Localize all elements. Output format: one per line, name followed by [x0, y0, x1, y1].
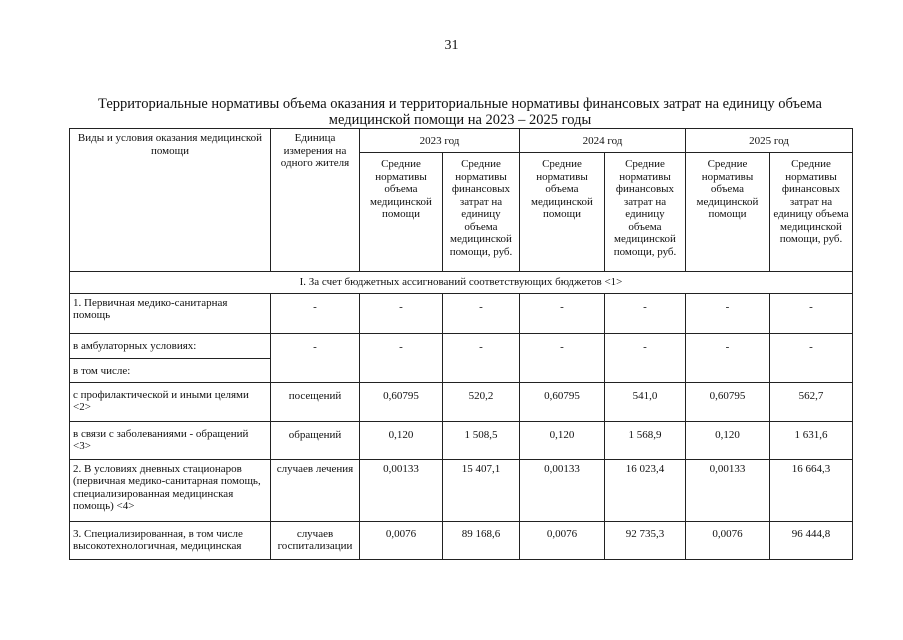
cell-value: 520,2: [443, 382, 520, 421]
row-label: 1. Первичная медико-санитарная помощь: [70, 293, 271, 333]
row-unit: посещений: [271, 382, 360, 421]
table-row: [70, 421, 853, 459]
cell-value: 16 023,4: [605, 459, 686, 521]
header-volume-2025: Средние нормативы объема медицинской помощи: [686, 153, 770, 272]
cell-value: 92 735,3: [605, 521, 686, 559]
cell-value: 541,0: [605, 382, 686, 421]
cell-value: -: [443, 333, 520, 382]
header-cost-2024: Средние нормативы финансовых затрат на единицу объема медицинской помощи, руб.: [605, 153, 686, 272]
cell-value: 1 508,5: [443, 421, 520, 459]
table-row: [70, 459, 853, 521]
cell-value: -: [686, 333, 770, 382]
row-label: в амбулаторных условиях:: [70, 333, 271, 358]
cell-value: 0,120: [686, 421, 770, 459]
header-volume-2023: Средние нормативы объема медицинской помощи: [360, 153, 443, 272]
row-label: в том числе:: [70, 358, 271, 382]
table-row: [70, 333, 853, 358]
table-row: [70, 521, 853, 559]
row-unit: -: [271, 333, 360, 382]
table-row: [70, 382, 853, 421]
cell-value: 0,60795: [686, 382, 770, 421]
cell-value: 0,0076: [520, 521, 605, 559]
cell-value: -: [360, 293, 443, 333]
cell-value: 89 168,6: [443, 521, 520, 559]
cell-value: 0,00133: [360, 459, 443, 521]
row-unit: обращений: [271, 421, 360, 459]
table-row: [70, 293, 853, 333]
cell-value: 0,60795: [520, 382, 605, 421]
header-kind: Виды и условия оказания медицинской помощи: [70, 129, 271, 272]
cell-value: 0,0076: [686, 521, 770, 559]
row-unit: случаев лечения: [271, 459, 360, 521]
page-number: 31: [444, 38, 459, 53]
row-unit: случаев госпитализации: [271, 521, 360, 559]
cell-value: -: [520, 293, 605, 333]
section-title: I. За счет бюджетных ассигнований соответствующих бюджетов <1>: [70, 272, 853, 294]
cell-value: -: [605, 293, 686, 333]
cell-value: -: [686, 293, 770, 333]
header-year-2023: 2023 год: [360, 129, 520, 153]
header-year-2024: 2024 год: [520, 129, 686, 153]
cell-value: -: [605, 333, 686, 382]
row-label: 2. В условиях дневных стационаров (первичная медико-санитарная помощь, специализированная медицинская помощь) <4>: [70, 459, 271, 521]
cell-value: -: [443, 293, 520, 333]
cell-value: -: [770, 293, 853, 333]
header-cost-2023: Средние нормативы финансовых затрат на единицу объема медицинской помощи, руб.: [443, 153, 520, 272]
cell-value: 1 568,9: [605, 421, 686, 459]
row-label: с профилактической и иными целями <2>: [70, 382, 271, 421]
cell-value: 16 664,3: [770, 459, 853, 521]
cell-value: 0,0076: [360, 521, 443, 559]
cell-value: -: [360, 333, 443, 382]
norms-table: [69, 128, 853, 560]
cell-value: 15 407,1: [443, 459, 520, 521]
cell-value: 562,7: [770, 382, 853, 421]
cell-value: 1 631,6: [770, 421, 853, 459]
cell-value: 0,00133: [686, 459, 770, 521]
row-label: в связи с заболеваниями - обращений <3>: [70, 421, 271, 459]
row-label: 3. Специализированная, в том числе высокотехнологичная, медицинская: [70, 521, 271, 559]
cell-value: 96 444,8: [770, 521, 853, 559]
cell-value: -: [770, 333, 853, 382]
cell-value: 0,120: [520, 421, 605, 459]
header-unit: Единица измерения на одного жителя: [271, 129, 360, 272]
cell-value: -: [520, 333, 605, 382]
cell-value: 0,60795: [360, 382, 443, 421]
header-year-2025: 2025 год: [686, 129, 853, 153]
header-cost-2025: Средние нормативы финансовых затрат на единицу объема медицинской помощи, руб.: [770, 153, 853, 272]
header-volume-2024: Средние нормативы объема медицинской помощи: [520, 153, 605, 272]
cell-value: 0,00133: [520, 459, 605, 521]
page-title: Территориальные нормативы объема оказания и территориальные нормативы финансовых затрат на единицу объема медицинской помощи на 2023 – 2025 годы: [98, 96, 822, 128]
row-unit: -: [271, 293, 360, 333]
cell-value: 0,120: [360, 421, 443, 459]
